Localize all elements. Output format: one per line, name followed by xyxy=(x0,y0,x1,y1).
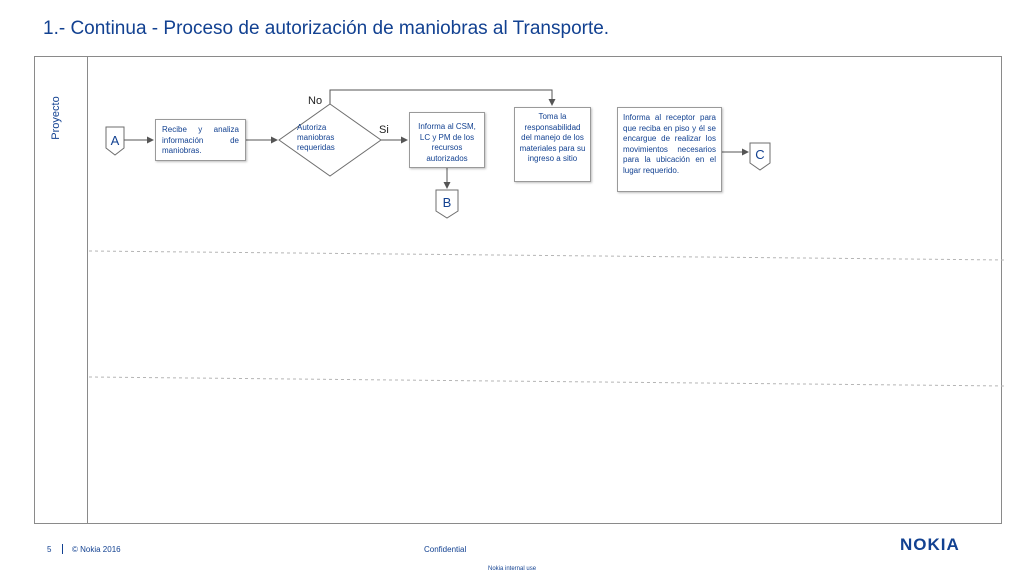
footer-internal-use: Nokia internal use xyxy=(488,566,537,572)
connector-b: B xyxy=(442,195,452,210)
slide-title: 1.- Continua - Proceso de autorización de maniobras al Transporte. xyxy=(43,18,610,39)
footer-separator xyxy=(62,544,63,554)
decision-label: Autoriza maniobras requeridas xyxy=(297,123,335,152)
lane-separator-1 xyxy=(89,251,1007,260)
page-number: 5 xyxy=(47,545,52,554)
step-toma-responsabilidad: Toma la responsabilidad del manejo de los materiales para su ingreso a sitio xyxy=(514,107,591,182)
connector-c: C xyxy=(755,147,765,162)
connector-a: A xyxy=(110,133,120,148)
lane-label-proyecto: Proyecto xyxy=(50,96,62,140)
nokia-logo: NOKIA xyxy=(900,535,960,554)
step-informa-csm: Informa al CSM, LC y PM de los recursos autorizados xyxy=(409,112,485,168)
footer-copyright: © Nokia 2016 xyxy=(72,545,121,554)
decision-no-label: No xyxy=(308,95,323,107)
step-informa-receptor: Informa al receptor para que reciba en piso y él se encargue de realizar los movimientos necesarios para la ubicación en el lugar requerido. xyxy=(617,107,722,192)
arrow-decision-no xyxy=(330,90,552,105)
decision-yes-label: Si xyxy=(379,124,389,136)
lane-separator-2 xyxy=(89,377,1007,386)
footer-confidential: Confidential xyxy=(424,545,467,554)
step-recibe-analiza: Recibe y analiza información de maniobras. xyxy=(155,119,246,161)
